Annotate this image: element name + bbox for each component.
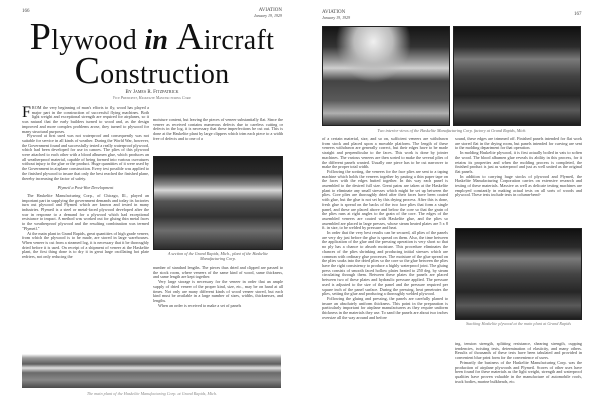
left-column-2-top (153, 118, 283, 142)
interior-photo-left (322, 26, 450, 126)
running-header-right (322, 10, 350, 20)
right-column-2-top (455, 137, 582, 225)
photo-caption: A section of the Grand Rapids, Mich., plant of the Haskelite Manufacturing Corp. (167, 251, 269, 261)
paragraph: ROM the very beginning of man's efforts to fly, wood has played a major part in the construction of successful flying machines. Both light weight and exceptional strength are required for airplanes, so it was natural that the early builders turned to wood and, as the design improved and more complex problems arose, they turned to plywood for many structural purposes. (22, 106, 149, 134)
issue-date: January 19, 1929 (322, 15, 351, 20)
left-column-2-bottom (153, 266, 283, 344)
left-column-1 (22, 106, 149, 346)
bottom-photo-caption: The main plant of the Haskelite Manufacturing Corp. at Grand Rapids, Mich. (86, 391, 218, 396)
paragraph: sound, these edges are trimmed off. Finished panels intended for flat work are stored flat in the drying room, but panels intended for curving are sent to the molding department for that operation. (455, 137, 582, 151)
right-column-2-bottom (455, 342, 582, 402)
factory-section-photo (153, 156, 283, 250)
running-header-left (236, 8, 282, 18)
right-column-1 (322, 137, 448, 415)
paragraph: Plywood at first used was not waterproof and consequently was not suitable for service in all kinds of weather. During the World War, however, the Government found and successfully tested a really waterproof plywood, which had been developed for use in canoes. The plies of this plywood were attached to each other with a blood albumen glue, which produces an all weatherproof material, capable of being formed into various curvatures without injury to the glue or the product. Huge quantities of it were used by the Government in airplane construction. Every test possible was applied to the finished plywood to insure that only the best reached the finished plane, thereby increasing the factor of safety. (22, 133, 149, 181)
paragraph: Following the sorting, the veneers for the face plies are sent to a taping machine which holds the veneers together by pasting a thin paper tape on the faces with the edges butted together. In this way each panel is assembled to the desired full size. Great pains are taken at the Haskelite plant to eliminate any small stresses which might be set up between the plies. Core plies are thoroughly dried after their faces have been coated with glue, but the glue is not set by this drying process. After this is done, fresh glue is spread on the backs of the two face plies that form a single panel, and these are placed above and below the core so that the grain of the plies runs at right angles to the grain of the core. The edges of the assembled veneers are coated with Haskelite glue, and the plies so assembled are placed in large presses, whose steam heated plates are 5 x 8 ft. in size, to be welded by pressure and heat. (322, 168, 448, 231)
paragraph: moisture content, but leaving the pieces of veneer substantially flat. Since the veneer as received contains numerous defects due to careless cutting or defects in the log, it is necessary that these imperfections be cut out. This is done at the Haskelite plant by large clippers which trim each piece to a width free of defects and to one of a (153, 117, 283, 141)
author-name: By James R. Fitzpatrick (125, 90, 179, 95)
paragraph: The Haskelite Manufacturing Corp., of Chicago, Ill., played an important part in supplying the government demands and today its factories turn out plywood and Plymetl which are known and tested in many industries. Plymetl is a steel or metal-faced plywood developed after the war in response to a demand for a plywood which had exceptional resistance to impact. A method was worked out for gluing thin metal faces to the weatherproof plywood and the resulting combination was termed "Plymetl." (22, 192, 149, 231)
article-title-line2: Construction (74, 50, 230, 92)
paragraph: ing, tension strength, splitting resistance, shearing strength, cupping tendencies, twisting tests, determination of elasticity, and many others. Results of thousands of these tests have been tabulated and provided in convenient blue print form for the convenience of users. (455, 342, 582, 361)
author-role: Vice President, Haskelite Manufacturing Corp. (112, 95, 192, 100)
paragraph: Primarily the business of the Haskelite Manufacturing Corp. was the production of airplane plywoods and Plymetl. Scores of other uses have been found for these materials as the light weight, strength and waterproof qualities have proven valuable in the manufacture of automobile roofs, truck bodies, marine bulkheads, etc. (455, 359, 582, 384)
article-title-line1: Plywood in Aircraft (29, 16, 275, 58)
page-number-left: 166 (22, 9, 30, 14)
paragraph: Very large storage is necessary for the veneer in order that an ample supply of dried veneer of the proper kind, size, etc., may be on hand at all times. Not only are many different kinds of wood veneer stored, but each kind must be available in a large number of sizes, widths, thicknesses, and lengths. (153, 279, 283, 303)
main-plant-photo (22, 348, 281, 388)
magazine-name: AVIATION (258, 8, 282, 13)
photo-caption-right: Stacking Haskelite plywood at the main plant at Grand Rapids (465, 321, 572, 326)
paragraph: In addition to carrying huge stocks of plywood and Plymetl, the Haskelite Manufacturing Corporation carries on extensive research and testing of these materials. Massive as well as delicate testing machines are employed constantly in making actual tests on all sorts of woods and plywood. These tests include tests in column-bend- (455, 173, 582, 198)
page-number-right: 167 (574, 12, 582, 17)
byline (22, 90, 282, 101)
top-photo-caption: Two interior views of the Haskelite Manufacturing Corp. factory at Grand Rapids, Mich. (377, 128, 527, 133)
stacking-plywood-photo (455, 228, 582, 320)
paragraph: number of standard lengths. The pieces thus dried and clipped are passed to the stock room, where veneers of the same kind of wood, same thickness, and same length are kept together. (153, 266, 283, 280)
paragraph: In order that the very best results can be secured, all plies of the panels are very dry just before the glue is spread on them. Also, the time between the application of the glue and the pressing operation is very short so that no ply has a chance to absorb moisture. This procedure eliminates the chances of the plies shrinking and producing initial stresses which are common with ordinary glue processes. The moisture of the glue spread on the plies soaks into the dried plies so the core so the glue between the plies have the right consistency to produce a highly waterproof joint. The gluing press consists of smooth faced hollow plates heated to 250 deg. by steam circulating through them. Between these plates the panels are placed between two of these plates and hydraulic pressure applied. The pressure used is adjusted to the size of the panel and the pressure required per square inch of the panel surface. During the pressing, heat penetrates the plies, setting the glue and producing a thoroughly welded plywood. (322, 230, 448, 297)
subheading: Plymetl a Post-War Development (57, 185, 114, 191)
drop-cap: F (22, 106, 31, 121)
paragraph: Following the gluing and pressing, the panels are carefully planed to insure an absolutely uniform thickness. This point in the preparation is particularly important for airplane manufacturers as they require uniform thickness in the materials they use. To sand the panels are about two inches oversize all the way around and before (322, 295, 448, 320)
interior-photo-right (453, 26, 581, 126)
magazine-name: AVIATION (322, 10, 346, 15)
issue-date: January 19, 1929 (253, 13, 282, 18)
paragraph: When an order is received to make a set of panels (158, 302, 242, 308)
paragraph: of a certain material, size, and so on, sufficient veneers are withdrawn from stock and placed upon a movable platform. The length of these veneers withdrawn are generally correct, but their edges have to be made straight and perpendicular to the faces. This work is done by jointer machines. The various veneers are then sorted to make the several plies of the different panels wanted. Usually one piece has to be cut narrower to make the proper total width. (322, 137, 448, 170)
paragraph: In molding Haskelite plywood, it is first actually boiled in vats to soften the wood. The blood albumen glue reveals its ability in this process, for it retains its properties and when the molding process is completed, the finished product is just as waterproof and just as well united as the original flat panels. (455, 150, 582, 174)
paragraph: At the main plant in Grand Rapids, great quantities of high grade veneer, from which the plywood is to be made, are stored in large warehouses. When veneer is cut from a steamed log, it is necessary that it be thoroughly dried before it is used. On receipt of a shipment of veneer at the Haskelite plant, the first thing done is to dry it in great large oscillating hot plate redriers, not only reducing the (22, 230, 149, 260)
